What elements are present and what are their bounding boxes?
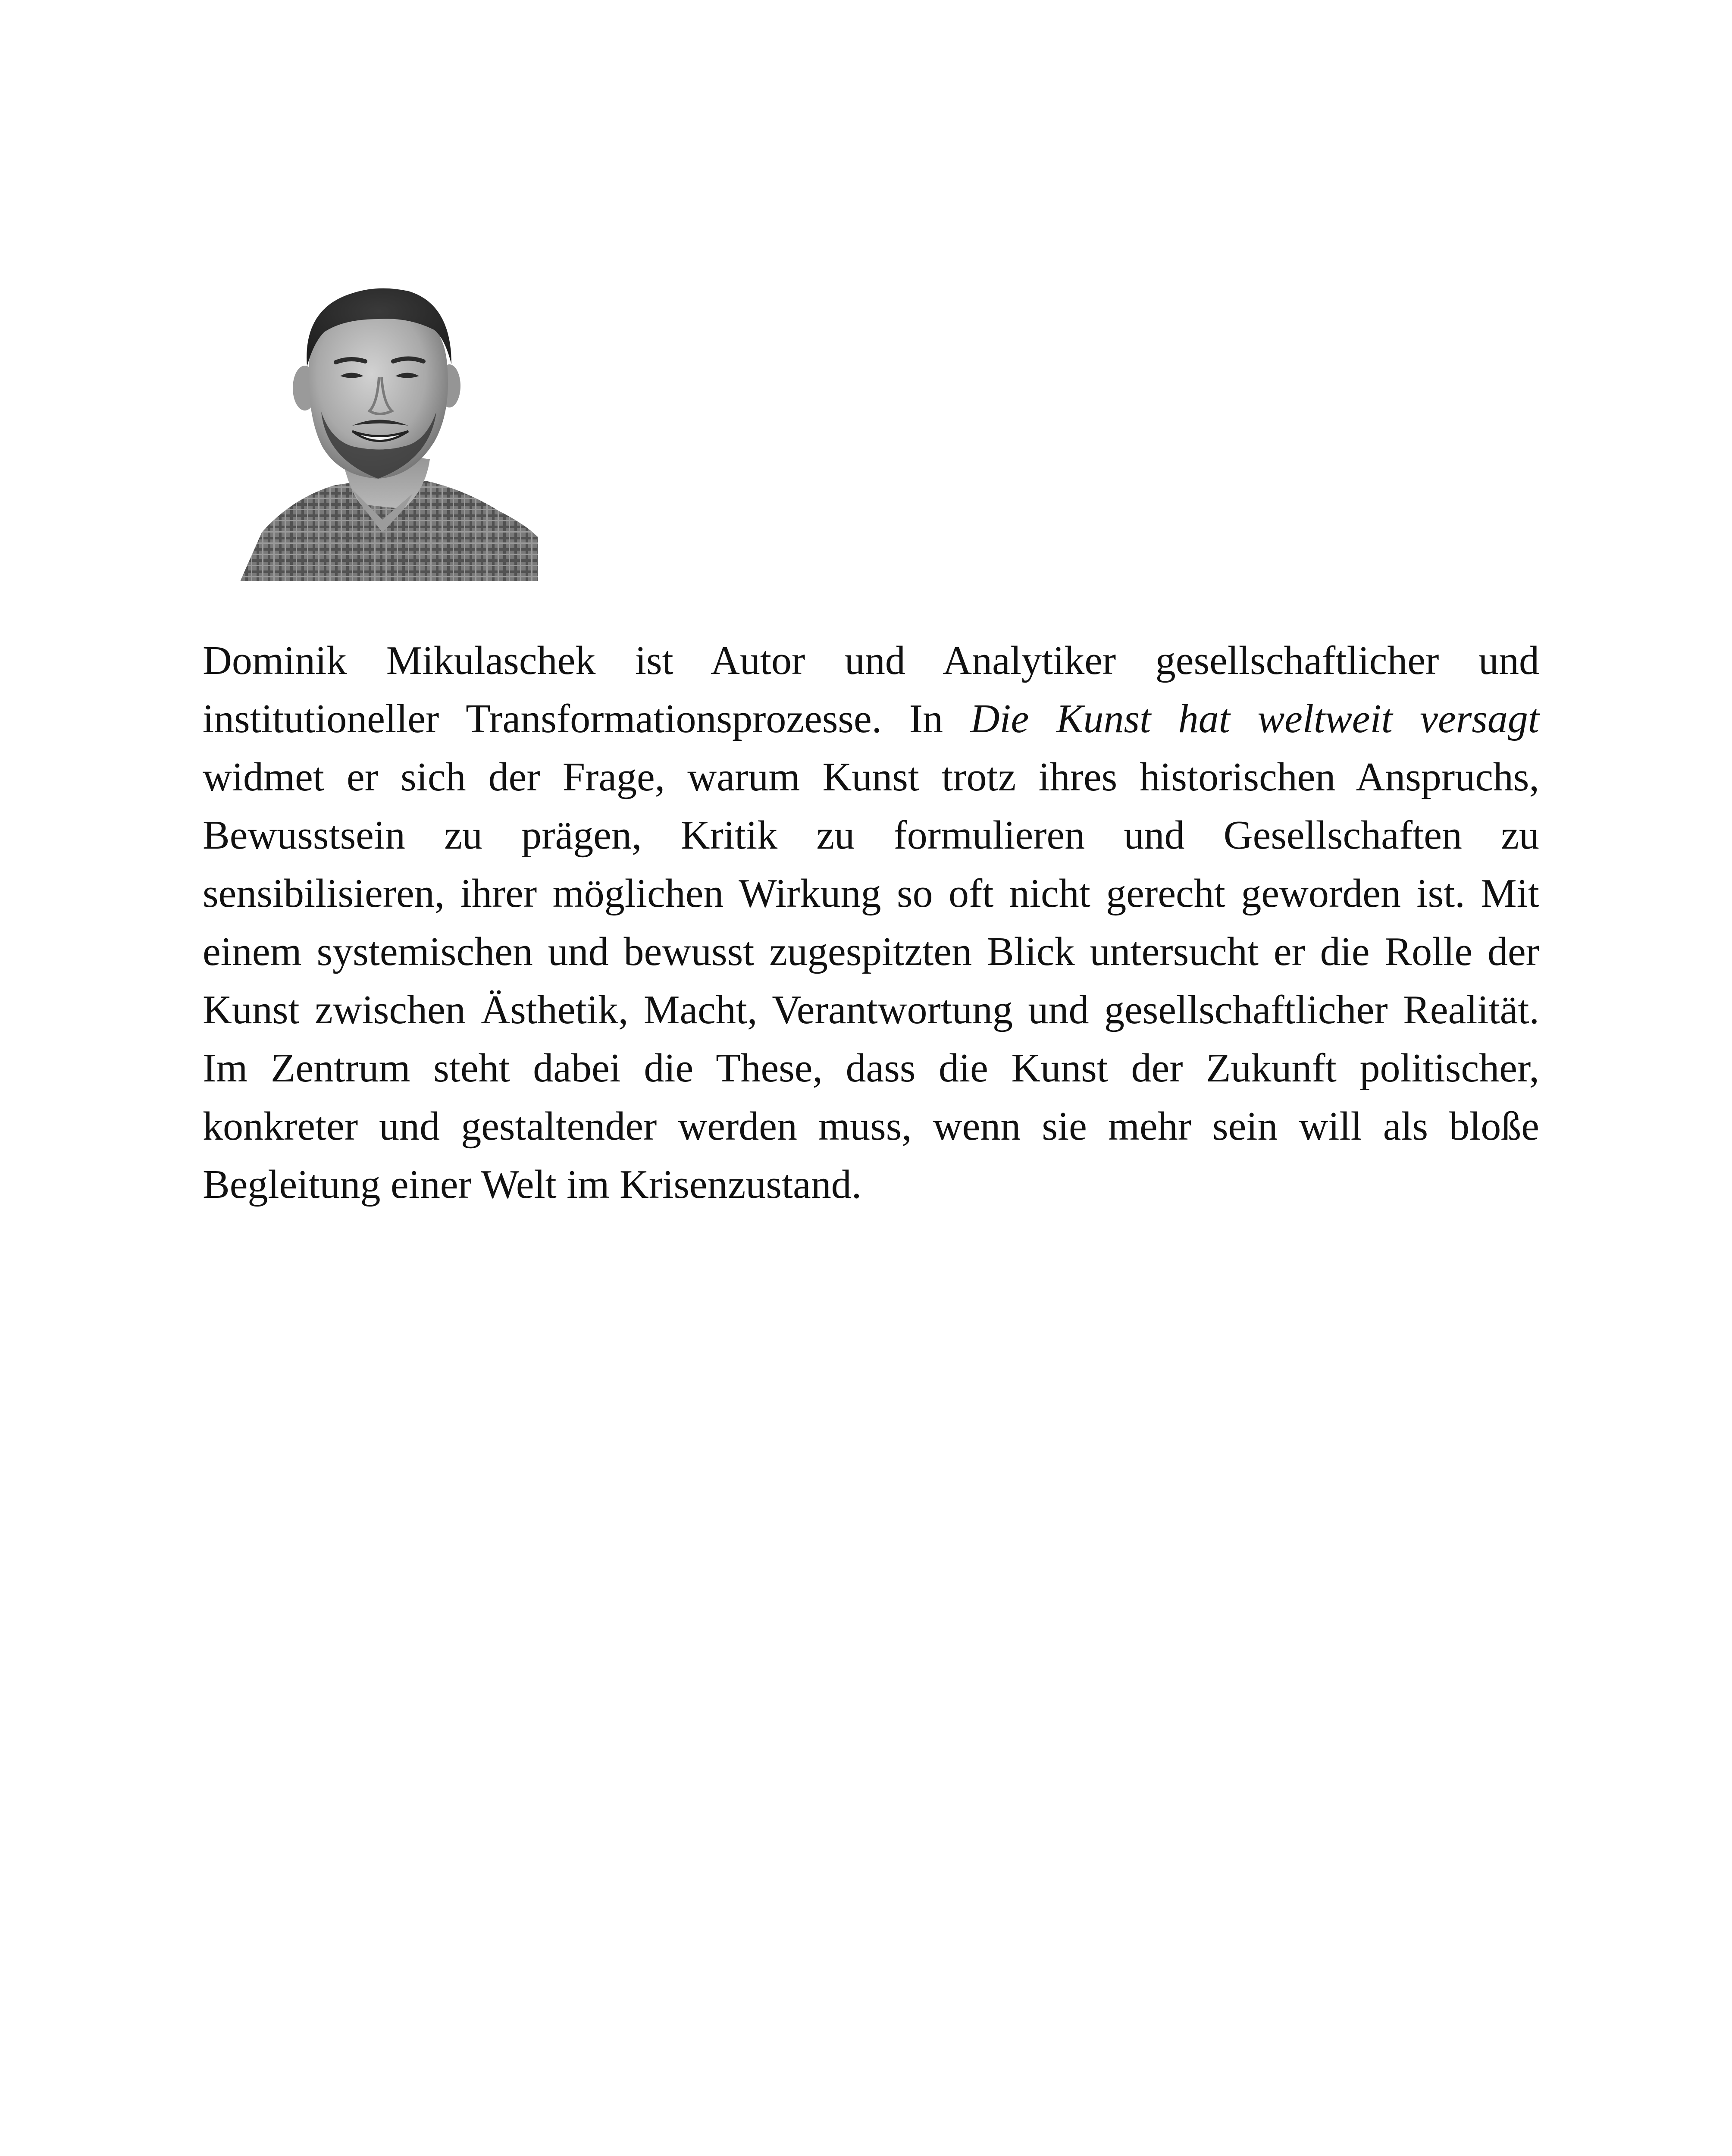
bio-text-start: Dominik Mikulaschek ist Autor und Analytiker gesellschaftlicher und institutioneller Transformationsprozesse. In (203, 638, 1539, 741)
bio-text-end: widmet er sich der Frage, warum Kunst trotz ihres historischen Anspruchs, Bewusstsein zu prägen, Kritik zu formulieren und Gesellschaften zu sensibilisieren, ihrer möglichen Wirkung so oft nicht gerecht geworden ist. Mit einem systemischen und bewusst zugespitzten Blick untersucht er die Rolle der Kunst zwischen Ästhetik, Macht, Verantwortung und gesellschaftlicher Realität. Im Zentrum steht dabei die These, dass die Kunst der Zukunft politischer, konkreter und gestaltender werden muss, wenn sie mehr sein will als bloße Begleitung einer Welt im Krisenzustand. (203, 755, 1539, 1207)
author-biography (203, 632, 1539, 1214)
book-title: Die Kunst hat weltweit versagt (970, 696, 1540, 741)
author-portrait-image (223, 257, 538, 581)
author-photo (223, 257, 538, 581)
